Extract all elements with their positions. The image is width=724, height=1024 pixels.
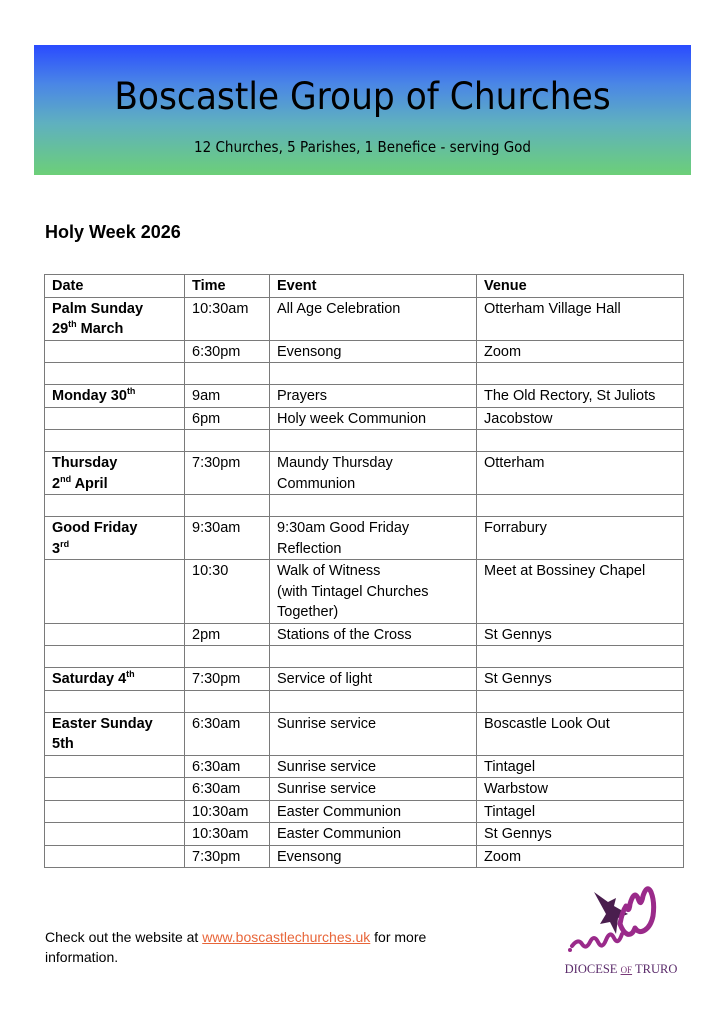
date-text: Palm Sunday — [52, 300, 144, 317]
header-venue: Venue — [477, 275, 684, 298]
table-header-row — [45, 275, 684, 298]
date-cell — [45, 340, 185, 363]
venue-cell: The Old Rectory, St Juliots — [477, 385, 684, 408]
date-suffix: th — [68, 319, 77, 329]
date-cell — [45, 623, 185, 646]
date-text: 29 — [52, 321, 69, 337]
event-cell: Prayers — [270, 385, 477, 408]
spacer-row — [45, 430, 684, 452]
table-row — [45, 407, 684, 430]
dove-and-waves-logo-icon — [556, 884, 686, 962]
time-cell: 7:30pm — [185, 845, 270, 868]
table-row — [45, 823, 684, 846]
date-text: April — [71, 475, 108, 492]
date-cell — [45, 560, 185, 624]
date-cell — [45, 297, 185, 340]
page-subtitle: 12 Churches, 5 Parishes, 1 Benefice - serving God — [194, 138, 531, 156]
time-cell: 10:30am — [185, 800, 270, 823]
date-suffix: rd — [60, 538, 70, 549]
table-row — [45, 560, 684, 624]
event-cell — [270, 517, 477, 560]
footer-text: for more information. — [45, 929, 427, 965]
event-cell: Evensong — [270, 340, 477, 363]
date-cell — [45, 385, 185, 408]
event-cell: Easter Communion — [270, 823, 477, 846]
event-text: Reflection — [277, 540, 342, 557]
logo-word: OF — [620, 965, 633, 975]
table-row — [45, 452, 684, 495]
venue-cell: St Gennys — [477, 823, 684, 846]
date-suffix: th — [126, 386, 136, 396]
event-cell: Evensong — [270, 845, 477, 868]
event-text: (with Tintagel Churches — [277, 583, 429, 600]
header-banner — [34, 45, 691, 175]
time-cell: 9am — [185, 385, 270, 408]
time-cell: 10:30am — [185, 823, 270, 846]
event-cell: All Age Celebration — [270, 297, 477, 340]
event-cell: Sunrise service — [270, 755, 477, 778]
time-cell: 9:30am — [185, 517, 270, 560]
event-text: Communion — [277, 475, 356, 492]
table-row — [45, 623, 684, 646]
venue-cell: Jacobstow — [477, 407, 684, 430]
date-text: Good Friday — [52, 520, 138, 536]
time-cell: 7:30pm — [185, 452, 270, 495]
date-text: 3 — [52, 540, 61, 557]
table-row — [45, 755, 684, 778]
header-time: Time — [185, 275, 270, 298]
date-suffix: th — [126, 669, 135, 679]
date-text: 5th — [52, 736, 74, 752]
spacer-row — [45, 646, 684, 668]
date-suffix: nd — [60, 473, 72, 484]
spacer-row — [45, 363, 684, 385]
spacer-row — [45, 690, 684, 712]
table-row — [45, 778, 684, 801]
venue-cell: Warbstow — [477, 778, 684, 801]
date-text: Saturday 4 — [52, 671, 127, 687]
event-cell: Service of light — [270, 668, 477, 691]
time-cell: 10:30am — [185, 297, 270, 340]
venue-cell: Meet at Bossiney Chapel — [477, 560, 684, 624]
table-row — [45, 712, 684, 755]
venue-cell: Zoom — [477, 845, 684, 868]
venue-cell: Zoom — [477, 340, 684, 363]
date-cell — [45, 452, 185, 495]
event-cell: Stations of the Cross — [270, 623, 477, 646]
venue-cell: St Gennys — [477, 668, 684, 691]
event-text: Together) — [277, 604, 339, 620]
event-cell: Holy week Communion — [270, 407, 477, 430]
page-title: Boscastle Group of Churches — [114, 75, 611, 118]
event-cell: Sunrise service — [270, 778, 477, 801]
date-cell — [45, 778, 185, 801]
date-text: Thursday — [52, 455, 118, 471]
venue-cell: Otterham Village Hall — [477, 297, 684, 340]
table-row — [45, 845, 684, 868]
table-row — [45, 668, 684, 691]
venue-cell: Boscastle Look Out — [477, 712, 684, 755]
date-text: March — [76, 321, 124, 337]
venue-cell: St Gennys — [477, 623, 684, 646]
event-text: 9:30am Good Friday — [277, 520, 410, 536]
event-text: Maundy Thursday — [277, 455, 393, 471]
date-text: 2 — [52, 475, 61, 492]
header-event: Event — [270, 275, 477, 298]
venue-cell: Tintagel — [477, 755, 684, 778]
time-cell: 10:30 — [185, 560, 270, 624]
date-cell — [45, 823, 185, 846]
date-cell — [45, 668, 185, 691]
time-cell: 6pm — [185, 407, 270, 430]
footer-text: Check out the website at — [45, 929, 203, 945]
logo-word: TRURO — [632, 962, 678, 976]
website-link[interactable]: www.boscastlechurches.uk — [202, 929, 371, 945]
time-cell: 7:30pm — [185, 668, 270, 691]
table-row — [45, 385, 684, 408]
date-cell — [45, 517, 185, 560]
table-row — [45, 517, 684, 560]
time-cell: 2pm — [185, 623, 270, 646]
logo-text — [556, 962, 686, 977]
table-row — [45, 297, 684, 340]
date-cell — [45, 800, 185, 823]
logo-word: DIOCESE — [564, 962, 621, 976]
section-title: Holy Week 2026 — [45, 222, 181, 242]
date-cell — [45, 845, 185, 868]
event-cell — [270, 452, 477, 495]
footer-note — [45, 927, 485, 967]
table-row — [45, 800, 684, 823]
date-cell — [45, 755, 185, 778]
diocese-logo — [556, 884, 686, 979]
venue-cell: Forrabury — [477, 517, 684, 560]
time-cell: 6:30am — [185, 778, 270, 801]
date-cell — [45, 712, 185, 755]
time-cell: 6:30pm — [185, 340, 270, 363]
spacer-row — [45, 495, 684, 517]
schedule-table — [44, 274, 684, 868]
venue-cell: Tintagel — [477, 800, 684, 823]
event-cell: Sunrise service — [270, 712, 477, 755]
date-cell — [45, 407, 185, 430]
table-row — [45, 340, 684, 363]
time-cell: 6:30am — [185, 755, 270, 778]
venue-cell: Otterham — [477, 452, 684, 495]
date-text: Easter Sunday — [52, 715, 153, 732]
event-cell — [270, 560, 477, 624]
event-cell: Easter Communion — [270, 800, 477, 823]
date-text: Monday 30 — [52, 388, 127, 404]
header-date: Date — [45, 275, 185, 298]
event-text: Walk of Witness — [277, 563, 381, 579]
time-cell: 6:30am — [185, 712, 270, 755]
